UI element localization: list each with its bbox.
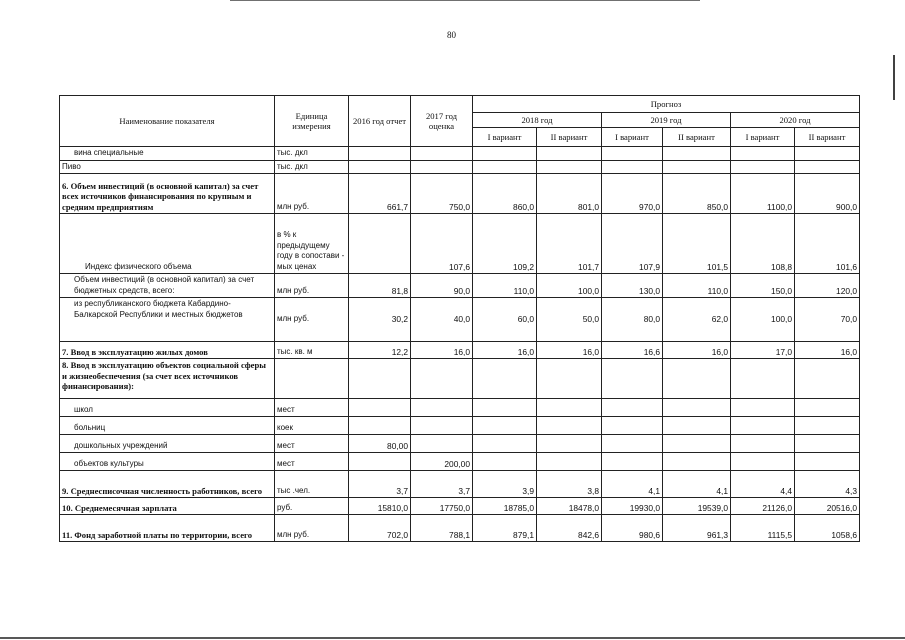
row-name: Пиво <box>60 160 275 174</box>
value-cell <box>349 147 411 161</box>
value-cell: 3,7 <box>411 471 473 498</box>
value-cell <box>473 160 537 174</box>
value-cell: 101,5 <box>663 214 731 274</box>
scan-edge-top <box>230 0 700 1</box>
value-cell: 970,0 <box>602 174 663 214</box>
value-cell <box>795 453 860 471</box>
value-cell <box>602 399 663 417</box>
table-row-wage-fund <box>60 515 860 542</box>
value-cell <box>795 417 860 435</box>
value-cell <box>473 399 537 417</box>
value-cell: 1058,6 <box>795 515 860 542</box>
value-cell <box>602 453 663 471</box>
row-name: 10. Среднемесячная зарплата <box>60 498 275 515</box>
value-cell <box>411 160 473 174</box>
value-cell: 108,8 <box>731 214 795 274</box>
value-cell <box>537 160 602 174</box>
value-cell: 18478,0 <box>537 498 602 515</box>
value-cell: 860,0 <box>473 174 537 214</box>
row-name: 8. Ввод в эксплуатацию объектов социальной сферы и жизнеобеспечения (за счет всех источников финансирования): <box>60 359 275 399</box>
value-cell: 1100,0 <box>731 174 795 214</box>
value-cell: 16,0 <box>795 342 860 359</box>
header-2016: 2016 год отчет <box>349 96 411 147</box>
value-cell: 788,1 <box>411 515 473 542</box>
value-cell: 107,9 <box>602 214 663 274</box>
value-cell: 4,4 <box>731 471 795 498</box>
value-cell <box>473 435 537 453</box>
value-cell: 130,0 <box>602 274 663 298</box>
value-cell <box>537 359 602 399</box>
value-cell: 110,0 <box>663 274 731 298</box>
value-cell <box>602 160 663 174</box>
value-cell: 4,1 <box>602 471 663 498</box>
value-cell <box>795 435 860 453</box>
value-cell <box>795 399 860 417</box>
header-2019: 2019 год <box>602 113 731 128</box>
value-cell: 16,6 <box>602 342 663 359</box>
value-cell <box>411 417 473 435</box>
value-cell <box>663 359 731 399</box>
table-row-average-salary <box>60 498 860 515</box>
value-cell <box>795 147 860 161</box>
header-2018: 2018 год <box>473 113 602 128</box>
value-cell <box>663 417 731 435</box>
value-cell: 900,0 <box>795 174 860 214</box>
header-indicator: Наименование показателя <box>60 96 275 147</box>
value-cell: 101,6 <box>795 214 860 274</box>
value-cell <box>602 435 663 453</box>
scan-edge-bottom <box>0 637 905 639</box>
value-cell <box>349 160 411 174</box>
value-cell: 16,0 <box>411 342 473 359</box>
value-cell <box>473 147 537 161</box>
table-row-investment-total <box>60 174 860 214</box>
value-cell <box>731 417 795 435</box>
row-unit: в % к предыдущему году в сопостави - мых ценах <box>275 214 349 274</box>
value-cell: 16,0 <box>537 342 602 359</box>
value-cell: 101,7 <box>537 214 602 274</box>
value-cell: 12,2 <box>349 342 411 359</box>
header-2019-variant-2: II вариант <box>663 128 731 147</box>
value-cell: 16,0 <box>473 342 537 359</box>
value-cell: 4,3 <box>795 471 860 498</box>
value-cell: 3,9 <box>473 471 537 498</box>
value-cell: 62,0 <box>663 298 731 342</box>
row-name: 9. Среднесписочная численность работников, всего <box>60 471 275 498</box>
value-cell <box>537 453 602 471</box>
value-cell: 18785,0 <box>473 498 537 515</box>
value-cell: 980,6 <box>602 515 663 542</box>
row-name: дошкольных учреждений <box>60 435 275 453</box>
table-row-wine <box>60 147 860 161</box>
header-2018-variant-1: I вариант <box>473 128 537 147</box>
value-cell: 3,7 <box>349 471 411 498</box>
header-2019-variant-1: I вариант <box>602 128 663 147</box>
value-cell <box>411 435 473 453</box>
table-row-housing <box>60 342 860 359</box>
value-cell: 109,2 <box>473 214 537 274</box>
row-unit: млн руб. <box>275 274 349 298</box>
value-cell <box>663 147 731 161</box>
table-row-physical-volume-index <box>60 214 860 274</box>
row-name: объектов культуры <box>60 453 275 471</box>
table-row-headcount <box>60 471 860 498</box>
value-cell: 110,0 <box>473 274 537 298</box>
table-row-culture-objects <box>60 453 860 471</box>
value-cell <box>349 399 411 417</box>
row-unit: млн руб. <box>275 515 349 542</box>
value-cell <box>663 453 731 471</box>
row-unit: коек <box>275 417 349 435</box>
value-cell: 842,6 <box>537 515 602 542</box>
value-cell: 3,8 <box>537 471 602 498</box>
value-cell <box>349 417 411 435</box>
value-cell <box>663 435 731 453</box>
row-unit: тыс. дкл <box>275 160 349 174</box>
value-cell <box>731 453 795 471</box>
row-name: больниц <box>60 417 275 435</box>
value-cell: 850,0 <box>663 174 731 214</box>
row-name: Индекс физического объема <box>60 214 275 274</box>
value-cell <box>349 214 411 274</box>
value-cell <box>602 417 663 435</box>
value-cell: 702,0 <box>349 515 411 542</box>
value-cell: 81,8 <box>349 274 411 298</box>
row-name: из республиканского бюджета Кабардино-Балкарской Республики и местных бюджетов <box>60 298 275 342</box>
value-cell: 60,0 <box>473 298 537 342</box>
value-cell: 150,0 <box>731 274 795 298</box>
value-cell: 90,0 <box>411 274 473 298</box>
value-cell: 801,0 <box>537 174 602 214</box>
row-unit: мест <box>275 453 349 471</box>
value-cell: 4,1 <box>663 471 731 498</box>
table-row-beer <box>60 160 860 174</box>
table-row-hospitals <box>60 417 860 435</box>
row-name: школ <box>60 399 275 417</box>
row-unit: тыс .чел. <box>275 471 349 498</box>
value-cell <box>349 359 411 399</box>
header-2018-variant-2: II вариант <box>537 128 602 147</box>
value-cell <box>537 435 602 453</box>
value-cell: 80,0 <box>602 298 663 342</box>
table-row-social-facilities <box>60 359 860 399</box>
value-cell <box>795 359 860 399</box>
row-name: 6. Объем инвестиций (в основной капитал) за счет всех источников финансирования по крупным и средним предприятиям <box>60 174 275 214</box>
row-unit: тыс. дкл <box>275 147 349 161</box>
value-cell <box>473 453 537 471</box>
value-cell: 19539,0 <box>663 498 731 515</box>
table-row-budget-investment <box>60 274 860 298</box>
value-cell: 30,2 <box>349 298 411 342</box>
value-cell: 15810,0 <box>349 498 411 515</box>
row-unit: руб. <box>275 498 349 515</box>
value-cell: 107,6 <box>411 214 473 274</box>
row-unit: млн руб. <box>275 174 349 214</box>
value-cell <box>731 160 795 174</box>
header-2017: 2017 год оценка <box>411 96 473 147</box>
value-cell <box>349 453 411 471</box>
value-cell <box>537 399 602 417</box>
table-row-preschools <box>60 435 860 453</box>
value-cell: 17,0 <box>731 342 795 359</box>
header-2020-variant-2: II вариант <box>795 128 860 147</box>
value-cell <box>411 399 473 417</box>
value-cell <box>537 417 602 435</box>
value-cell: 40,0 <box>411 298 473 342</box>
value-cell: 100,0 <box>731 298 795 342</box>
header-2020-variant-1: I вариант <box>731 128 795 147</box>
value-cell <box>663 399 731 417</box>
value-cell: 70,0 <box>795 298 860 342</box>
value-cell <box>411 147 473 161</box>
value-cell: 120,0 <box>795 274 860 298</box>
row-name: вина специальные <box>60 147 275 161</box>
value-cell <box>473 417 537 435</box>
page-number: 80 <box>447 30 456 40</box>
table-row-schools <box>60 399 860 417</box>
value-cell: 661,7 <box>349 174 411 214</box>
header-forecast: Прогноз <box>473 96 860 113</box>
row-unit: тыс. кв. м <box>275 342 349 359</box>
value-cell: 879,1 <box>473 515 537 542</box>
value-cell <box>537 147 602 161</box>
value-cell: 80,00 <box>349 435 411 453</box>
value-cell: 19930,0 <box>602 498 663 515</box>
row-unit: мест <box>275 435 349 453</box>
header-unit: Единица измерения <box>275 96 349 147</box>
value-cell: 200,00 <box>411 453 473 471</box>
value-cell <box>795 160 860 174</box>
row-unit <box>275 359 349 399</box>
row-name: 11. Фонд заработной платы по территории, всего <box>60 515 275 542</box>
value-cell: 961,3 <box>663 515 731 542</box>
table-row-republic-budget <box>60 298 860 342</box>
row-name: 7. Ввод в эксплуатацию жилых домов <box>60 342 275 359</box>
value-cell <box>731 435 795 453</box>
scan-edge-right <box>893 55 895 100</box>
value-cell <box>731 399 795 417</box>
value-cell <box>602 359 663 399</box>
value-cell: 16,0 <box>663 342 731 359</box>
header-2020: 2020 год <box>731 113 860 128</box>
row-name: Объем инвестиций (в основной капитал) за счет бюджетных средств, всего: <box>60 274 275 298</box>
value-cell <box>411 359 473 399</box>
value-cell: 20516,0 <box>795 498 860 515</box>
forecast-table <box>59 95 860 542</box>
value-cell <box>731 359 795 399</box>
value-cell <box>473 359 537 399</box>
value-cell: 750,0 <box>411 174 473 214</box>
value-cell: 100,0 <box>537 274 602 298</box>
value-cell <box>731 147 795 161</box>
value-cell: 21126,0 <box>731 498 795 515</box>
value-cell: 17750,0 <box>411 498 473 515</box>
value-cell: 50,0 <box>537 298 602 342</box>
row-unit: мест <box>275 399 349 417</box>
value-cell <box>663 160 731 174</box>
row-unit: млн руб. <box>275 298 349 342</box>
value-cell: 1115,5 <box>731 515 795 542</box>
value-cell <box>602 147 663 161</box>
